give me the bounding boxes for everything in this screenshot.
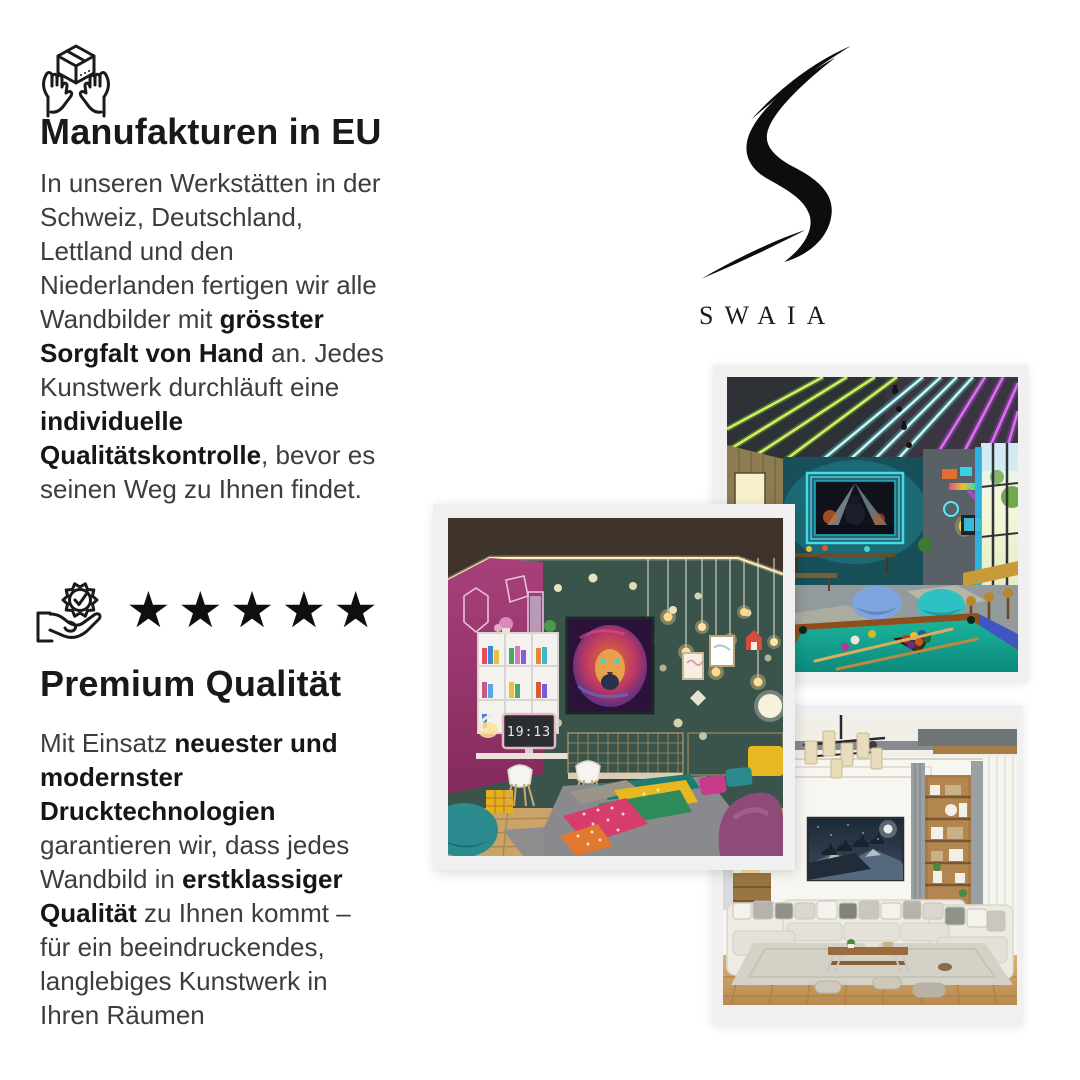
section-heading-quality: Premium Qualität: [40, 663, 342, 704]
quality-paragraph: Mit Einsatz neuester und modernster Drucktechnologien garantieren wir, dass jedes Wandbild in erstklassiger Qualität zu Ihnen kommt – für ein beeindruckendes, langlebiges Kunstwerk in Ihren Räumen: [40, 728, 351, 1030]
brand-logo-s-icon: [690, 42, 855, 299]
brand-name: SWAIA: [699, 301, 837, 330]
five-star-rating: ★★★★★: [126, 581, 386, 639]
section-heading-manufacture: Manufakturen in EU: [40, 111, 382, 152]
manufacture-paragraph: In unseren Werkstätten in der Schweiz, Deutschland, Lettland und den Niederlanden fertigen wir alle Wandbilder mit grösster Sorgfalt von Hand an. Jedes Kunstwerk durchläuft eine individuelle Qualitätskontrolle, bevor es seinen Weg zu Ihnen findet.: [40, 168, 384, 504]
monitor-clock: 19:13: [506, 725, 552, 740]
hand-quality-badge-icon: [34, 574, 118, 665]
bedroom-illustration: [448, 518, 783, 856]
photo-card-bedroom: [433, 504, 795, 870]
photo-bedroom: [448, 518, 783, 856]
